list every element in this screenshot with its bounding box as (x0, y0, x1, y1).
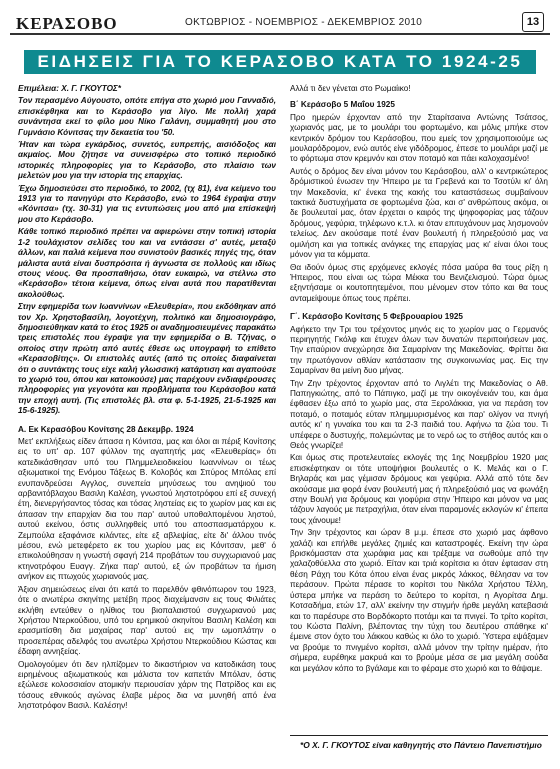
page-number: 13 (522, 12, 544, 32)
author-footnote: *Ο Χ. Γ. ΓΚΟΥΤΟΣ είναι καθηγητής στο Πάντειο Πανεπιστήμιο (300, 740, 542, 750)
intro-paragraph: Στην εφημερίδα των Ιωαννίνων «Ελευθερία», που εκδόθηκαν από τον Χρ. Χρηστοβασίλη, λογοτέχνη, πολιτικό και δημοσιογράφο, δημοσιεύθηκαν κατά το έτος 1925 οι αναδημοσιευμένες παρακάτω τρεις επιστολές που έγραψε για την εφημερίδα ο Β. Τζήνας, ο οποίος στην πρώτη από αυτές έθεσε ως υπογραφή το επίθετο «Κερασοβίτης». Οι επιστολές αυτές (από τις οποίες διαφαίνεται ότι ο συντάκτης τους είχε καλή γλωσσική κατάρτιση και αγαπούσε το χωριό του, όπου και κατοικούσε) μας παρέχουν ενδιαφέρουσες πληροφορίες για γεγονότα και προβλήματα του Κεράσοβου κατά την εποχή αυτή. (Τις επιστολές βλ. στα φ. 5-1-1925, 21-5-1925 και 15-6-1925). (18, 302, 276, 416)
header-divider (10, 33, 550, 35)
issue-date: ΟΚΤΩΒΡΙΟΣ - ΝΟΕΜΒΡΙΟΣ - ΔΕΚΕΜΒΡΙΟΣ 2010 (185, 17, 423, 28)
left-column (18, 84, 276, 714)
continuation-line: Αλλά τι δεν γένεται στο Ρωμαίικο! (290, 84, 411, 93)
intro-paragraph: Κάθε τοπικό περιοδικό πρέπει να αφιερώνει στην τοπική ιστορία 1-2 τουλάχιστον σελίδες του και να εντάσσει σ' αυτές, μεταξύ άλλων, και παλιά κείμενα που συνιστούν βασικές πηγές της, όταν μάλιστα αυτά είναι δυσπρόσιτα ή άγνωστα σε πολλούς και ιδίως στους νέους. Θα προσπαθήσω, όταν ευκαιρώ, να στέλνω στο «Κεράσοβο» τέτοια κείμενα, όπως είναι αυτά που παρατίθενται ακολούθως. (18, 227, 276, 299)
section-a-paragraph: Ομολογούμεν ότι δεν ηλπίζομεν το δικαστήριον να κατοδικάση τους ειρημένους αξιωματικούς και μάλιστα τον καπετάν Μπόλαν, όστις εξώλεσε κολοσσιαίον ατομικήν περιουσίαν χάριν της Πατρίδος και εις τόσους εθνικούς αγώνας έλαβε μέρος δια να μυνηθή από ένα ληστοτρόφον Βασιλ. Καλέσην! (18, 659, 276, 711)
section-c-title: Γ΄. Κεράσοβο Κονίτσης 5 Φεβρουαρίου 1925 (290, 312, 463, 322)
section-b-paragraph: Προ ημερών έρχονταν από την Σταρίτσαινα Αντώνης Τσάτσος, χωριανός μας, με το μουλάρι του φορτωμένο, και μόλις μπήκε στον κεντρικόν δρόμον του Κεράσοβου, που εμείς τον χρησιμοποιούμε ως μουλαρόδρομον, ενώ αυτός είνε γιδόδρομος, έπεσε το μουλάρι μαζί με το φόρτωμα στον κρεμνόν και στον ποταμό και πάει καλοχασμένο! (290, 112, 548, 164)
section-c-paragraph: Την 3ην τρέχοντος και ώραν 8 μ.μ. έπεσε στο χωριό μας άφθονο χαλάζι και επήλθε μεγάλες ζημιές και καταστροφές. Εκείνη την ώρα βρισκόμασταν στα χωράφια μας και τρέξαμε να σωθούμε από την χαλαζοθύελλα στο χωριό. Είταν και τριά κορίτσια κι όταν έφτασαν στη θέση Ράχη του Κότα όπου είναι ένας μικρός λάκκος, θέλησαν να τον περάσουν. Πρώτα πέρασε το κορίτσι του Νικόλα Χρήστου Τέλλη, ύστερα μπήκε να περάση το δεύτερο το κορίτσι, η Αγορίτσα Δημ. Κοτσαδήμα, ετών 17, αλλ' εκείνην την στιγμήν ήρθε μεγάλη κατεβασιά και το παρέσυρε στο Βορδόκορτο ποτάμι και τα πνιγεί. Το τρίτο κορίτσι, του Κώστα Παλίνη, βλέποντας την τύχη του δευτέρου σπάθηκε κι' έμεινε στον όχτο του λάκκου καθώς κι όλο το χωριό. Ύστερα εψάξαμεν να βρούμε το πνιγμένο κορίτσι, αλλά μόνον την τρίτην ημέραν, ήτο σήμερα, ευρέθηκε μακρυά και το βρούμε μέσα σε μια μεγάλη σούδα και μεγάλον κόπο το βγάλαμε και το φέραμε στο χωριό και το θάψαμε. (290, 528, 548, 673)
editor-line: Επιμέλεια: Χ. Γ. ΓΚΟΥΤΟΣ* (18, 84, 121, 93)
intro-paragraph: Τον περασμένο Αύγουστο, οπότε επήγα στο χωριό μου Γανναδιό, επισκέφθηκα και το Κεράσοβο για λίγο. Με πολλή χαρά συνάντησα εκεί το φίλο μου Νίκο Γαλάνη, συμμαθητή μου στο Γυμνάσιο Κόνιτσας την δεκαετία του '50. (18, 96, 276, 137)
section-b-paragraph: Αυτός ο δρόμος δεν είναι μόνον του Κεράσοβου, αλλ' ο κεντρικώτερος δρόμιστικού ένωσεν την Ήπειρο με τα Γρεβενά και το Τσοτύλι κι' όλη την Μακεδονία, κι' ένεκα της κακής του καταστάσεως συμβαίνουν τακτικά δυστυχήματα σε φορτωμένα ζώα, και σ' ανθρώπους ακόμα, οι δε βουλευταί μας, όταν έρχεται ο καιρός της ψηφοφορίας μας τάζουν δρόμους, γεφύρια, τηλέφωνο κ.τ.λ. κι όταν επιτυχάνουν μας λησμονούν τελείως. Δεν ακούσαμε ποτέ έναν βουλευτή ή πληρεξούσιό μας να ομιλήση και για τοπικές ανάγκες της επαρχίας μας κι' είναι όλοι τους μόνον για τα κόμματα. (290, 166, 548, 260)
intro-paragraph: Έχω δημοσιεύσει στο περιοδικό, το 2002, (τχ 81), ένα κείμενο του 1913 για το πανηγύρι στο Κεράσοβο, ενώ το 1964 έγραψα στην «Κόνιτσα» (τχ. 30-31) για τις εντυπώσεις μου από μια επίσκεψή μου στο Κεράσοβο. (18, 183, 276, 224)
right-column (290, 84, 548, 676)
section-a-title: Α. Εκ Κερασόβου Κονίτσης 28 Δεκεμβρ. 1924 (18, 424, 194, 434)
masthead: ΚΕΡΑΣΟΒΟ (16, 14, 118, 33)
section-c-paragraph: Αφήκετο την Τρι του τρέχοντος μηνός εις το χωρίον μας ο Γερμανός περιηγητής Γκόλφ και έτυχεν όλων των δυνατών περιποιήσεων μας. Την επαύριον ανεχώρησε δια Σαμαρίναν της Μακεδονίας. Φρίττει δια την πρωτόγονον αθλίαν κατάστασιν της συγκοινωνίας μας. Εις την Σαμαρίναν θα μείνη δυο μήνας. (290, 324, 548, 376)
section-c-paragraph: Και όμως στις προτελευταίες εκλογές της 1ης Νοεμβρίου 1920 μας επισκέφτηκαν οι τότε υποψήφιοι βουλευτές ο Κ. Μελάς και ο Γ. Βηλαράς και μας γέμισαν δρόμους και γεφύρια. Αλλά από τότε δεν ακούσαμε μια φορά έναν βουλευτή μας ή πληρεξούσιό μας να φωνάξη στην Βουλή για δρόμους και γιοφύρια στην Ήπειρο και μόνον να μας τάζουν λαγούς με πετραχήλια, όταν είναι παραμονές εκλογών κι' έπειτα τους χάνουμε! (290, 453, 548, 525)
section-a-paragraph: Άξιον σημειώσεως είναι ότι κατά το παρελθόν φθινόπωρον του 1923, ότε ο ανωτέρω σκηνίτης μετέβη προς διαχείμανσιν εις τους Φιλιάτες εκλήθη εντεύθεν ο ηλίθιος του βιοπαλαιστού συγχωριανού μας Χρήστου Ντερκούδιου, υπό του ερημικού σκηνίτου Βασιλη Καλέση και ερασμιτίσθη δια μαχαίρας παρ' αυτού εις την ωμοπλάτην ο προσεπέρας αδελφός του ανωτέρω Χρήστου Ντερκούδιου Κώστας και έδαφη αννηξείας. (18, 584, 276, 657)
section-c-paragraph: Την Ζην τρέχοντος έρχονταν από το Λιγλέτι της Μακεδονίας ο Αθ. Παπηγκιώτης, από το Πάπιγκο, μαζί με την οικογένειάν του, και άμα έφθασεν έξω από το χωρίο μας, στα Ξερολάκκια, για να περάση τον ποταμό, ο ποταμός εύταν πλημμυρισμένος και παρ' ολίγον να πνιγή αυτός κι' η γυναίκα του και τα 2-3 παιδιά του. Αφήνω τα ζώα του. Τι υπέφερε ο δυστυχής, πολεμώντας με το νερό ως το στήθος αυτός και ο Θεός γνωρίζει! (290, 378, 548, 450)
section-a-paragraph: Μετ' εκπλήξεως είδεν άπασα η Κόνιτσα, μας και όλοι αι πέριξ Κονίτσης εις το υπ' αρ. 107 φύλλον της αγαπητής μας «Ελευθερίας» ότι κατεδικάσθησαν υπό του Πλημμελειοδικείου Ιωαννίνων οι τέως αξιωματικοί της Ενόμου Τάξεως Β. Κολοβός και Σπύρος Μπόλας επί ενυπανδρεύσει Αγγλος, συνεπεία μηνύσεως του ανηψιού του αρβανιτόβλαχου Βασιλη Καλέση, γνωστού ληστοτρόφου επί εξ συνεχή έτη, διενεργήσαντος τόσας και τόσας ληστείας εις το χωρίον μας και εις άπασαν την επαρχίαν δια του παρ' αυτού υποθαλπομένου ληστού, αυτού εκείνου, όστις συλληφθείς υπό του αποσπασματάρχου κ. Ζεμπούλα εξαφάνισε κιλάντες, είτε εξ αβλεψίας, είτε δι' άλλου τινός μέσου, ενώ μετεφέρετο εκ του χωρίου μας εις Κόνιτσαν, μεθ' ό επικολούθησαν η γνωστή σφαγή 214 προβάτων του συγχωριανού μας κτηνοτρόφου Ευαγγ. Ζήκα παρ' αυτού, εξ ών προβάτων τα ήμιση ανήκον εις πτωχούς χωριανούς μας. (18, 437, 276, 582)
section-b-title: Β΄ Κεράσοβο 5 Μαΐου 1925 (290, 100, 395, 110)
section-b-paragraph: Θα ιδούν όμως στις ερχόμενες εκλογές πόσα μαύρα θα τους ρίξη η Ήπειρος, που είναι ως τώρα Μέκκα του Βενιζελισμού. Τώρα όμως εξηντήσαμε οι κουτοπητεμένοι, που μένομεν στον τόπο και θα τους ανταμείψουμε όπως τους πρέπει. (290, 262, 548, 303)
intro-paragraph: Ήταν και τώρα εγκάρδιος, συνετός, ευπρεπής, αισιόδοξος και ακμαίος. Μου ζήτησε να συνεισφέρω στο τοπικό περιοδικό ιστορικές πληροφορίες για το Κεράσοβο, στο πλαίσιο των μελετών μου για την ιστορία της επαρχίας. (18, 140, 276, 181)
footnote-divider (290, 735, 548, 736)
article-banner: ΕΙΔΗΣΕΙΣ ΓΙΑ ΤΟ ΚΕΡΑΣΟΒΟ ΚΑΤΑ ΤΟ 1924-25 (24, 50, 536, 74)
